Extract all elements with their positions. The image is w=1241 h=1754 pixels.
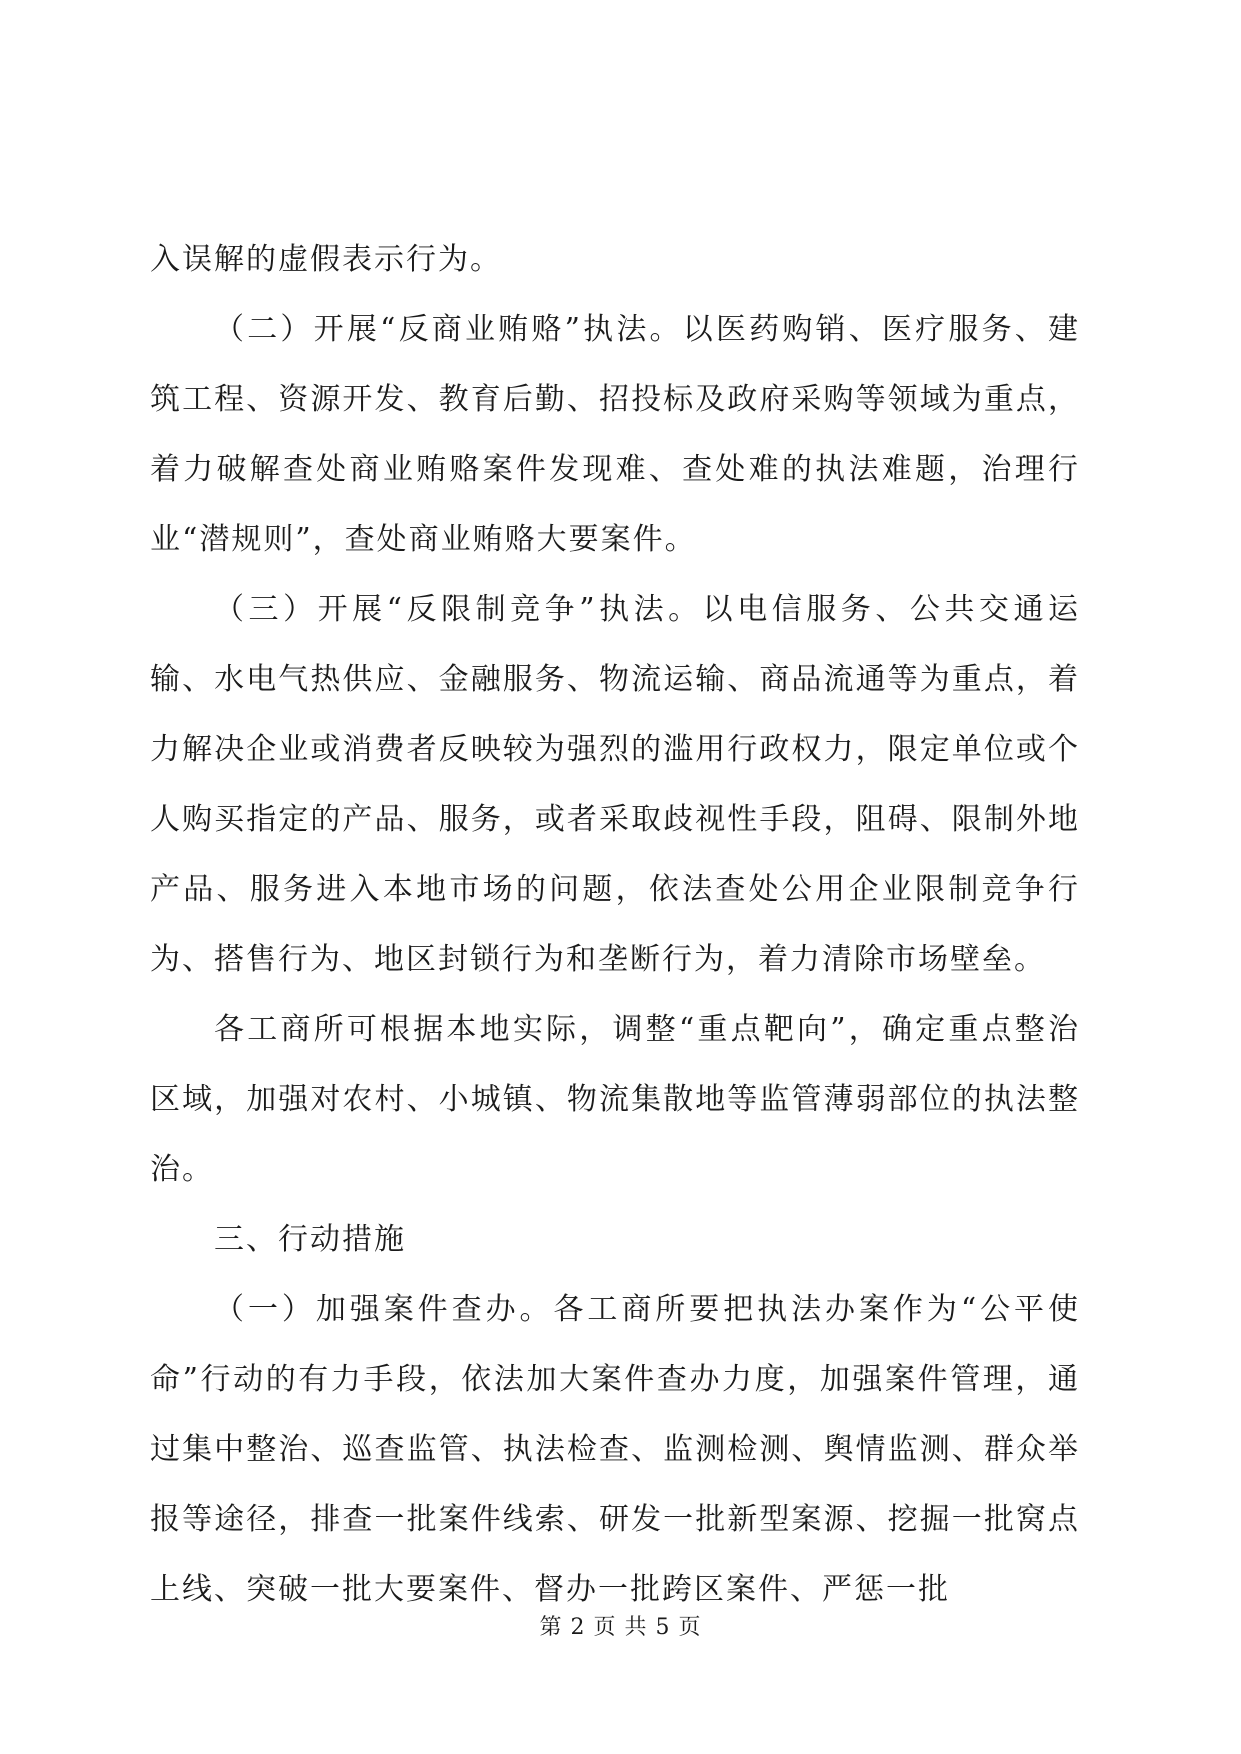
page-footer: 第 2 页 共 5 页 xyxy=(539,1615,702,1640)
paragraph-anti-restriction: （三）开展“反限制竞争”执法。以电信服务、公共交通运输、水电气热供应、金融服务、物流运输、商品流通等为重点，着力解决企业或消费者反映较为强烈的滥用行政权力，限定单位或个人购买指定的产品、服务，或者采取歧视性手段，阻碍、限制外地产品、服务进入本地市场的问题，依法查处公用企业限制竞争行为、搭售行为、地区封锁行为和垄断行为，着力清除市场壁垒。 xyxy=(150,592,1080,977)
body-text xyxy=(150,225,1080,1625)
paragraph-local-adjustment: 各工商所可根据本地实际，调整“重点靶向”，确定重点整治区域，加强对农村、小城镇、物流集散地等监管薄弱部位的执法整治。 xyxy=(150,1012,1080,1187)
paragraph-case-handling: （一）加强案件查办。各工商所要把执法办案作为“公平使命”行动的有力手段，依法加大案件查办力度，加强案件管理，通过集中整治、巡查监管、执法检查、监测检测、舆情监测、群众举报等途径，排查一批案件线索、研发一批新型案源、挖掘一批窝点上线、突破一批大要案件、督办一批跨区案件、严惩一批 xyxy=(150,1292,1080,1607)
paragraph-continuation: 入误解的虚假表示行为。 xyxy=(150,242,502,277)
section-heading-measures: 三、行动措施 xyxy=(214,1222,406,1257)
paragraph-anti-bribery: （二）开展“反商业贿赂”执法。以医药购销、医疗服务、建筑工程、资源开发、教育后勤、招投标及政府采购等领域为重点，着力破解查处商业贿赂案件发现难、查处难的执法难题，治理行业“潜规则”，查处商业贿赂大要案件。 xyxy=(150,312,1080,557)
